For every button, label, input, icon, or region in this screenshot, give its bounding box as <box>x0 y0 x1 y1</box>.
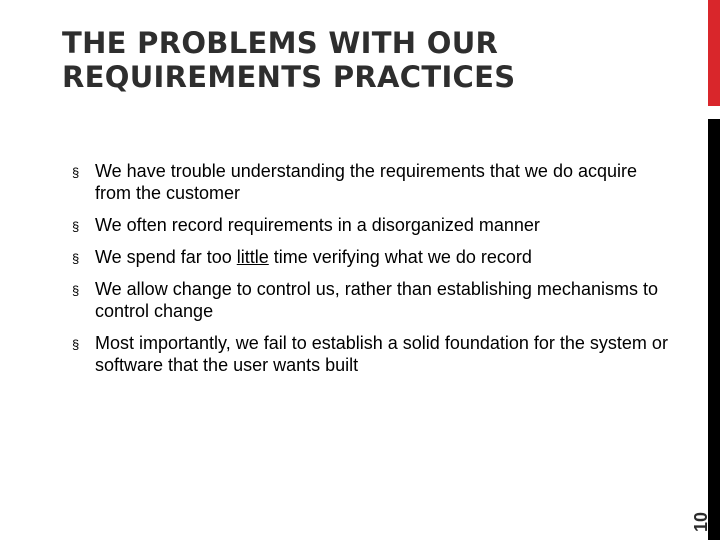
bullet-item <box>72 278 672 322</box>
side-black-bar <box>708 119 720 540</box>
slide-title-line-1: THE PROBLEMS WITH OUR <box>62 26 499 60</box>
bullet-text-after: time verifying what we do record <box>268 247 532 267</box>
bullet-text: We often record requirements in a disorganized manner <box>95 215 540 235</box>
bullet-text: We allow change to control us, rather than establishing mechanisms to control change <box>95 279 658 321</box>
bullet-marker-icon: § <box>72 283 80 298</box>
bullet-text: Most importantly, we fail to establish a solid foundation for the system or software that the user wants built <box>95 333 668 375</box>
bullet-item <box>72 160 672 204</box>
bullet-marker-icon: § <box>72 337 80 352</box>
bullet-text-underlined: little <box>236 247 269 267</box>
bullet-item <box>72 332 672 376</box>
bullet-text-before: We spend far too <box>95 247 237 267</box>
bullet-marker-icon: § <box>72 165 80 180</box>
bullet-list <box>72 160 672 386</box>
slide-title <box>62 26 515 94</box>
slide-number: 10 <box>691 511 711 532</box>
bullet-text: We have trouble understanding the requirements that we do acquire from the customer <box>95 161 638 203</box>
slide-title-line-2: REQUIREMENTS PRACTICES <box>62 60 516 94</box>
bullet-marker-icon: § <box>72 219 80 234</box>
accent-red-bar <box>708 0 720 106</box>
bullet-item <box>72 214 672 236</box>
bullet-text <box>95 247 532 267</box>
bullet-marker-icon: § <box>72 251 80 266</box>
bullet-item <box>72 246 672 268</box>
